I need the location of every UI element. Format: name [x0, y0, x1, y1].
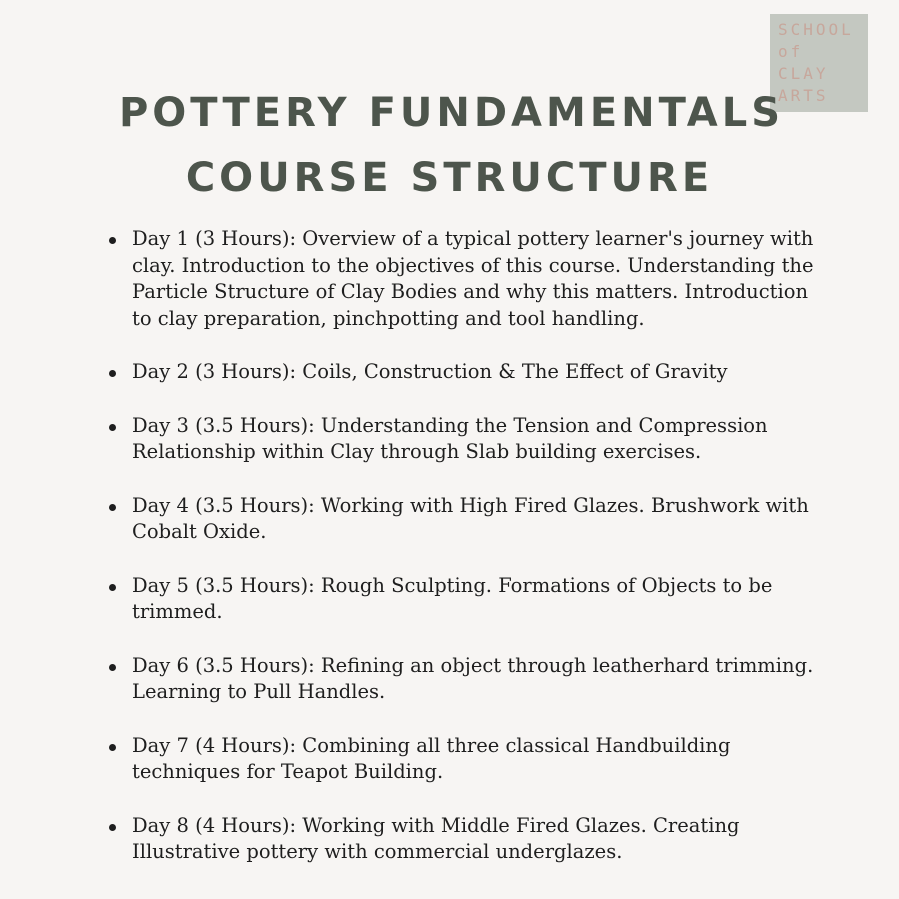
list-item-day-1: Day 1 (3 Hours): Overview of a typical pottery learner's journey with clay. Introduction to the objectives of this course. Understanding the Particle Structure of Clay Bodies and why this matters. Introduction to clay preparation, pinchpotting and tool handling.	[108, 226, 828, 332]
logo-text-clay: CLAY	[778, 64, 829, 83]
list-item-day-3: Day 3 (3.5 Hours): Understanding the Tension and Compression Relationship within Clay through Slab building exercises.	[108, 413, 828, 466]
page-title-line-2: COURSE STRUCTURE	[185, 155, 714, 201]
list-item-day-4: Day 4 (3.5 Hours): Working with High Fired Glazes. Brushwork with Cobalt Oxide.	[108, 493, 828, 546]
logo-text-school: SCHOOL	[778, 20, 854, 39]
list-item-day-7: Day 7 (4 Hours): Combining all three classical Handbuilding techniques for Teapot Building.	[108, 733, 828, 786]
list-item-day-8: Day 8 (4 Hours): Working with Middle Fired Glazes. Creating Illustrative pottery with commercial underglazes.	[108, 813, 828, 866]
list-item-day-2: Day 2 (3 Hours): Coils, Construction & The Effect of Gravity	[108, 359, 828, 386]
logo-text-arts: ARTS	[778, 86, 829, 105]
logo-text-of: of	[778, 42, 804, 61]
course-day-list	[108, 226, 828, 893]
page-title-line-1: POTTERY FUNDAMENTALS	[118, 90, 785, 136]
list-item-day-5: Day 5 (3.5 Hours): Rough Sculpting. Formations of Objects to be trimmed.	[108, 573, 828, 626]
list-item-day-6: Day 6 (3.5 Hours): Refining an object through leatherhard trimming. Learning to Pull Handles.	[108, 653, 828, 706]
